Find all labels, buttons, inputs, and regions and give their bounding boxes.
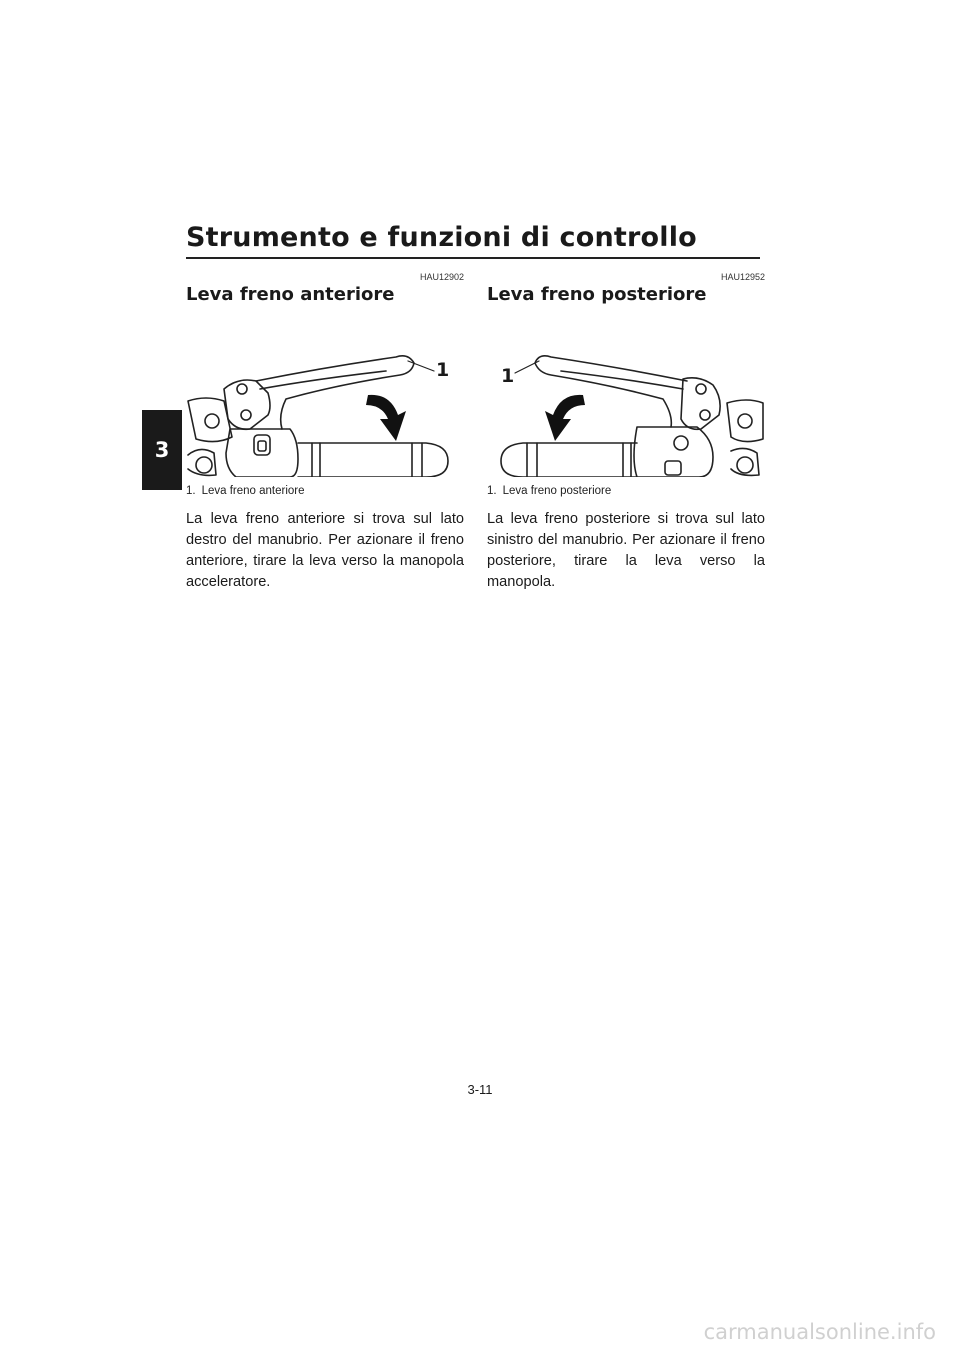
figure-caption [487, 485, 765, 497]
front-brake-lever-illustration [186, 319, 464, 477]
section-title: Leva freno posteriore [487, 284, 707, 305]
section-front-brake-lever [186, 272, 464, 593]
page-title: Strumento e funzioni di controllo [186, 222, 760, 259]
section-body: La leva freno anteriore si trova sul lato destro del manubrio. Per azionare il freno anteriore, tirare la leva verso la manopola acceleratore. [186, 511, 464, 590]
caption-number: 1. [487, 485, 497, 497]
figure-caption [186, 485, 464, 497]
section-code: HAU12902 [419, 272, 464, 282]
caption-text: Leva freno anteriore [201, 485, 305, 497]
page-number: 3-11 [467, 1082, 493, 1097]
callout-number: 1 [501, 365, 515, 387]
handlebar-left-drawing [487, 319, 765, 477]
caption-number: 1. [186, 485, 196, 497]
chapter-tab [142, 410, 182, 490]
section-body: La leva freno posteriore si trova sul lato sinistro del manubrio. Per azionare il freno posteriore, tirare la leva verso la manopola. [487, 511, 765, 590]
section-code: HAU12952 [720, 272, 765, 282]
section-title: Leva freno anteriore [186, 284, 395, 305]
rear-brake-lever-illustration [487, 319, 765, 477]
handlebar-right-drawing [186, 319, 464, 477]
callout-number: 1 [436, 359, 450, 381]
watermark: carmanualsonline.info [703, 1320, 936, 1344]
caption-text: Leva freno posteriore [502, 485, 612, 497]
section-rear-brake-lever [487, 272, 765, 593]
chapter-number: 3 [154, 438, 170, 462]
